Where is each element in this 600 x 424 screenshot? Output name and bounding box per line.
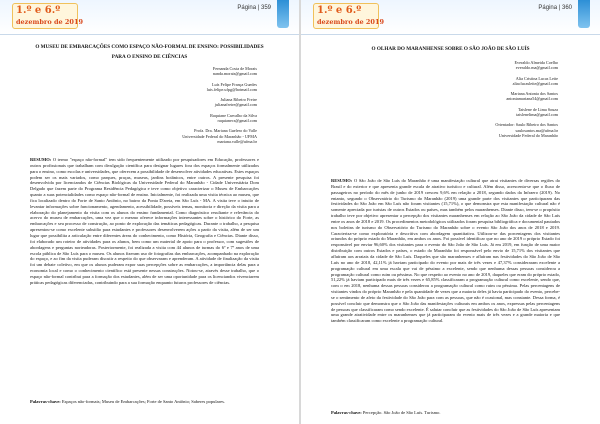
page-number: Página | 360: [538, 5, 572, 11]
author-name: Luís Felipe França Guedes: [211, 81, 257, 87]
author-email: saulosantos.ma@ufma.br: [515, 127, 558, 133]
author-name: Orientador: Saulo Ribeiro dos Santos: [495, 122, 558, 128]
author-entry: [438, 107, 558, 118]
event-logo-line2: dezembro de 2019: [16, 18, 83, 26]
event-logo-line2: dezembro de 2019: [317, 18, 384, 26]
abstract: [30, 157, 259, 286]
keywords: [331, 410, 560, 416]
page-number: Página | 359: [237, 5, 271, 11]
keywords: [30, 399, 259, 405]
author-email: luis.felipe.ufpg@hotmail.com: [206, 86, 257, 92]
author-affiliation: Universidade Federal do Maranhão: [498, 132, 558, 138]
page-header: [301, 0, 600, 35]
author-name: Raquiane Carvalho da Silva: [210, 112, 257, 118]
author-list: [137, 66, 257, 149]
author-name: Fernanda Costa de Morais: [212, 66, 257, 71]
author-email: aliaclucasleite@gmail.com: [512, 80, 558, 86]
paper-title: O OLHAR DO MARANHENSE SOBRE O SÃO JOÃO DE SÃO LUÍS: [371, 46, 530, 52]
abstract-text: O São João de São Luís do Maranhão é uma manifestação cultural que atrai visitantes de diversas regiões do Brasil e do exterior e que apresenta grande escala de atrativo turístico e cultural. Além disso, acrescenta-se que o fluxo de passageiros no período do mês de junho de 2019 cresceu 9,6% em relação a 2018, segundo dados da Infraero (2019). No entanto, segundo o Observatório do Turismo do Maranhão (2019) uma grande parte dos visitantes que participaram das festividades do São João em São Luís não foram visitantes (15,71%), o que demonstra que esta manifestação cultural não é somente apreciada por turistas de outros Estados ou países, mas também pelos maranhenses. Diante disso, tem-se o propósito trabalho teve por objetivo apresentar a percepção dos visitantes maranhenses em relação ao São João da cidade de São Luís entre os anos de 2018 e 2019. Os procedimentos metodológicos utilizados foram pesquisa bibliográfica e documental pautados nos boletins de turismo do Observatório do Turismo do Maranhão sobre o evento São João dos anos de 2018 e 2019. Caracteriza-se como exploratória e descritiva com abordagem quantitativa. Utilizou-se das porcentagens dos visitantes oriundos do próprio estado do Maranhão, em ambos os anos. Foi possível identificar que no ano de 2019 o próprio Estado foi responsável por enviar 96,60% dos visitantes para o evento do São João de São Luís. Já em 2019, em função de uma maior distribuição com outros Estados e países, o estado do Maranhão foi responsável pelo envio de 15,71% dos visitantes que afluíram aos arraiais da cidade de São Luís. Daqueles que são maranhenses e afluíram nas festividades do São João de São Luís no ano de 2018, 42,11% já haviam participado do evento por mais de três vezes e 47,37% consideraram excelente a programação cultural em uma escala que vai de péssimo a excelente, sendo que nenhuma dessas pessoas considerou a programação cultural como ruim ou péssima. No que respeito ao evento no ano de 2019, daqueles que eram do próprio estado, 51,22% já haviam participado mais de três vezes e 65,85% classificaram a programação cultural como excelente, sendo que, com o em 2018, nenhuma dessas pessoas considerou a programação cultural como ruim ou péssima. Pelas percentagens de visitantes vindos do próprio Maranhão e pela quantidade de vezes que a maioria deles já havia participado do evento, percebe-se o sentimento de afeto da festividade do São João para com as pessoas, que não é ocasional, mas constante. Dessa forma, é possível concluir que demonstra que o São João das manifestações culturais em ambos os anos, expressas pelas percentagens de pessoas que classificaram como sendo excelente. É salutar concluir que as festividades do São João de São Luís apresentam uma grande atratividade entre os maranhenses que já participaram do evento mais de três vezes e a grande maioria e que também classificaram como excelente a programação cultural.: [331, 178, 560, 324]
author-email: mariana.valle@ufma.br: [217, 138, 257, 144]
bookmark-ribbon-icon: [578, 0, 590, 28]
author-entry: [438, 76, 558, 87]
keywords-label: Palavras-chave:: [331, 410, 362, 415]
author-entry: [438, 91, 558, 102]
author-entry: [438, 60, 558, 71]
author-email: raquianecs@gmail.com: [217, 118, 257, 124]
author-entry: [137, 66, 257, 77]
author-affiliation: Universidade Federal do Maranhão - UFMA: [182, 133, 257, 139]
abstract-label: RESUMO:: [30, 157, 52, 162]
keywords-text: Percepção. São João de São Luís. Turismo.: [362, 410, 441, 415]
keywords-label: Palavras-chave:: [30, 399, 61, 404]
author-list: [438, 60, 558, 143]
paper-title: O MUSEU DE EMBARCAÇÕES COMO ESPAÇO NÃO-FORMAL DE ENSINO: POSSIBILIDADES PARA O ENSINO DE CIÊNCIAS: [35, 44, 264, 60]
author-entry: [137, 97, 257, 108]
author-name: Taislene de Lima Souza: [517, 106, 558, 112]
author-entry: [137, 128, 257, 144]
author-name: Everaldo Almeida Coelho: [514, 60, 558, 65]
abstract-text: O termo "espaço não-formal" tem sido frequentemente utilizado por pesquisadores em Educação, professores e outros profissionais que trabalham com divulgação científica para designar lugares fora dos espaços formalmente utilizados para o ensino, como escolas e universidades, que oferecem a possibilidade de desenvolver atividades educativas. Estes espaços podem ser os mais variados, como parques, praças, museus, jardins botânicos, entre outros. A presente pesquisa foi desenvolvida por licenciandos de Ciências Biológicas da Universidade Federal do Maranhão - Cidade Universitária Dom Delgado que fazem parte do Programa Residência Pedagógica e teve como objetivo caracterizar o Museu de Embarcações quanto a suas potencialidades como espaço não-formal de ensino. Inicialmente, foi realizada uma visita técnica ao museu, que fica localizado dentro do Forte de Santo Antônio, no bairro da Ponta D'areia, em São Luís - MA. A visita teve o intuito de levantar informações sobre funcionamento, agendamento, acessibilidade, possíveis temas, monitoria e direção da visita para a elaboração do planejamento da visita com os alunos do ensino fundamental. Como diagnóstico resultante e relevância do acervo do museu de embarcações, uma vez que o mesmo oferece informações interessantes sobre o histórico do Forte, as embarcações e seu processo de construção, ao ponto de exploração das temáticas pedagógicas. Durante o trabalho, a pesquisa apresentou-se como excelente subsídio para estudantes e professores desenvolverem ações a partir da visita, além de ser um lugar que possibilita a articulação entre diferentes áreas do conhecimento, como História, Geografia e Ciências. Diante disso, foi elaborado um roteiro de atividades para os alunos, bem como um material de apoio para o professor, com sugestões de abordagens e perguntas norteadoras. Posteriormente, foi realizada a visita com 44 alunos de turmas do 6º e 7º anos de uma escola pública de São Luís para o museu. Os alunos fizeram uso de fotografias das embarcações, acompanhado na exploração do espaço, e ao fim da visita puderam discutir a respeito do que observaram e aprenderam. A atividade de finalização da visita foi um debate coletivo, em que os alunos puderam expor suas percepções sobre as embarcações, a importância delas para a economia local e como o conhecimento científico está presente nessas construções. Notou-se, através desse trabalho, que o espaço não-formal contribui para a formação dos estudantes, além de ser uma oportunidade para os licenciandos vivenciarem práticas pedagógicas diferenciadas, contribuindo para a sua formação enquanto futuros professores de ciências.: [30, 157, 259, 285]
event-logo: [313, 3, 384, 29]
keywords-text: Espaços não-formais; Museu de Embarcações; Forte de Santo Antônio; Saberes populares.: [61, 399, 225, 404]
author-name: Alia Cristina Lucas Leite: [515, 75, 558, 81]
author-entry: [438, 122, 558, 138]
author-name: Juliana Ribeiro Freire: [220, 97, 257, 103]
author-email: nanda.morais@gmail.com: [212, 71, 257, 77]
author-entry: [137, 113, 257, 124]
page-right: [301, 0, 600, 424]
author-entry: [137, 82, 257, 93]
author-email: antoniamariana54@gmail.com: [506, 96, 558, 102]
author-email: taislenelima@gmail.com: [516, 112, 558, 118]
author-email: everaldo.ma@gmail.com: [515, 65, 558, 71]
abstract: [331, 178, 560, 324]
abstract-label: RESUMO:: [331, 178, 353, 183]
author-email: julianafreire@gmail.com: [214, 102, 257, 108]
author-name: Mariana Antonia dos Santos: [510, 91, 558, 97]
bookmark-ribbon-icon: [277, 0, 289, 28]
author-name: Profa. Dra. Mariana Guelero do Valle: [194, 128, 257, 134]
event-logo: [12, 3, 83, 29]
event-logo-line1: 1.º e 6.º: [16, 5, 61, 16]
event-logo-line1: 1.º e 6.º: [317, 5, 362, 16]
page-header: [0, 0, 299, 35]
page-left: [0, 0, 299, 424]
